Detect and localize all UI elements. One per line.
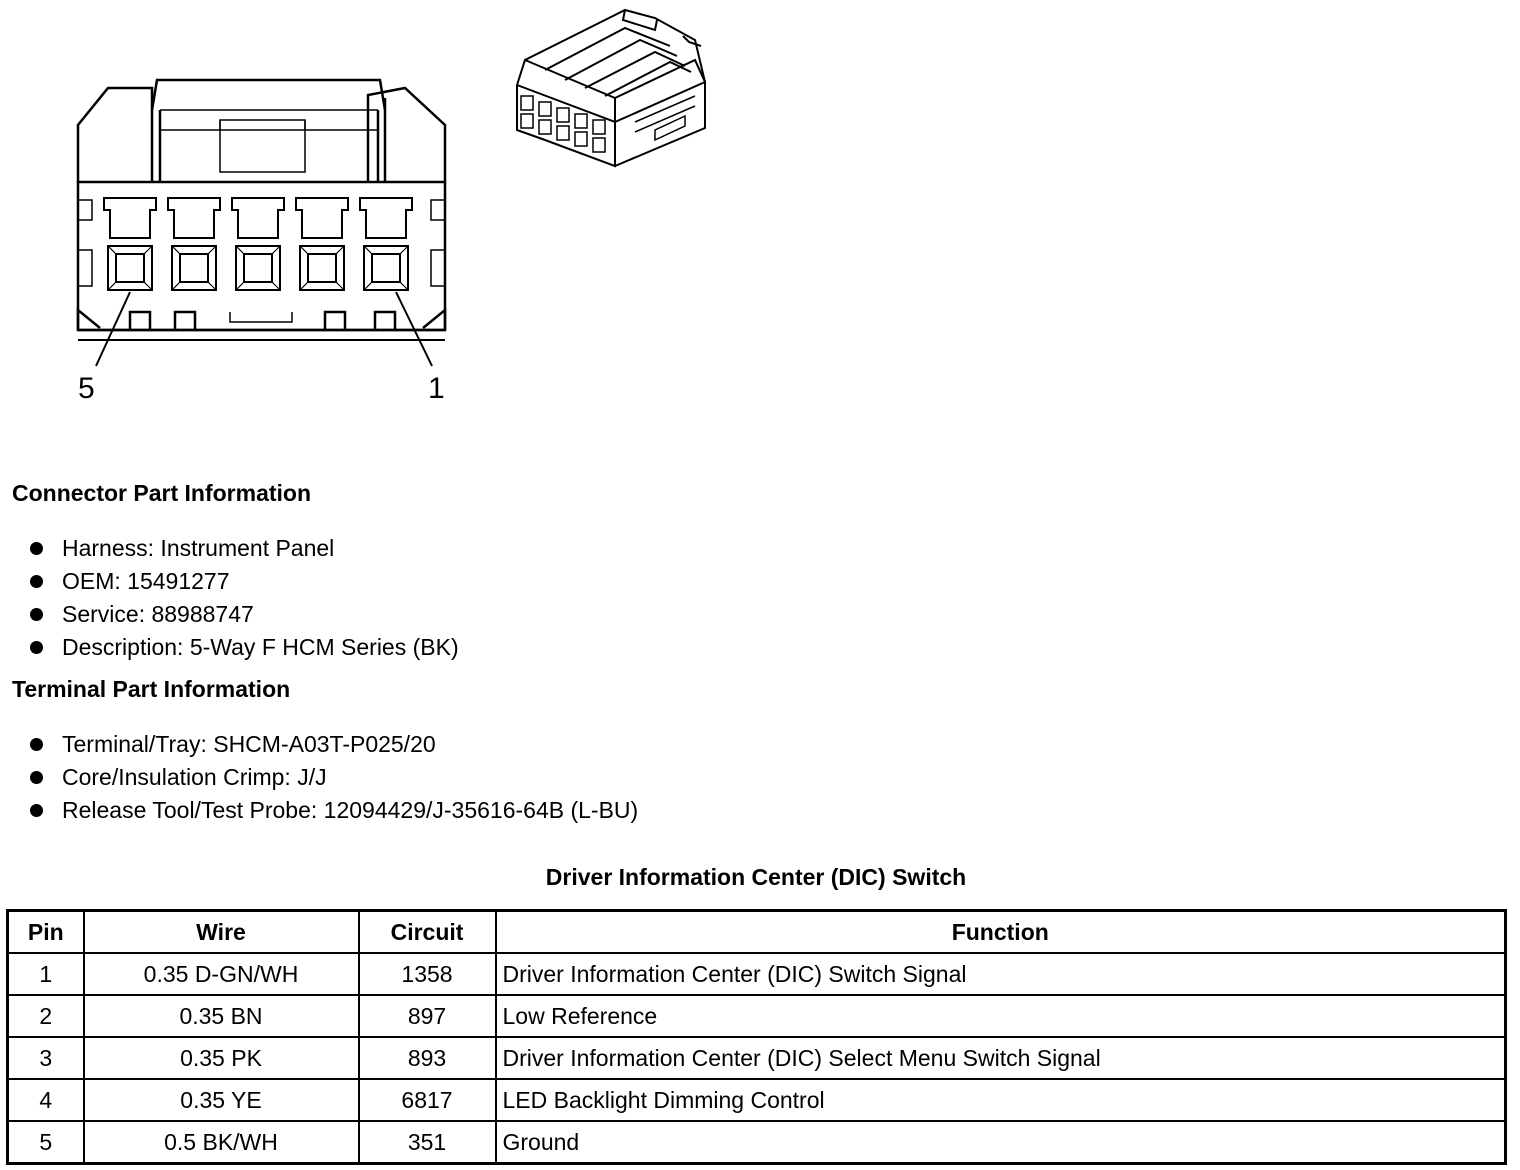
cell-wire: 0.35 D-GN/WH xyxy=(84,953,359,995)
cell-pin: 5 xyxy=(8,1121,84,1164)
table-row xyxy=(8,1121,1506,1164)
cell-circuit: 1358 xyxy=(359,953,496,995)
cell-wire: 0.35 BN xyxy=(84,995,359,1037)
list-item: Core/Insulation Crimp: J/J xyxy=(30,761,638,794)
cell-function: Driver Information Center (DIC) Switch Signal xyxy=(496,953,1506,995)
table-row xyxy=(8,1079,1506,1121)
cell-wire: 0.35 PK xyxy=(84,1037,359,1079)
header-wire: Wire xyxy=(84,911,359,954)
cell-pin: 4 xyxy=(8,1079,84,1121)
header-function: Function xyxy=(496,911,1506,954)
cell-function: Driver Information Center (DIC) Select Menu Switch Signal xyxy=(496,1037,1506,1079)
cell-wire: 0.35 YE xyxy=(84,1079,359,1121)
list-item: Harness: Instrument Panel xyxy=(30,532,459,565)
table-row xyxy=(8,953,1506,995)
cell-function: Ground xyxy=(496,1121,1506,1164)
list-item: Release Tool/Test Probe: 12094429/J-35616-64B (L-BU) xyxy=(30,794,638,827)
cell-circuit: 897 xyxy=(359,995,496,1037)
cell-circuit: 6817 xyxy=(359,1079,496,1121)
cell-pin: 2 xyxy=(8,995,84,1037)
cell-pin: 3 xyxy=(8,1037,84,1079)
connector-part-information-heading: Connector Part Information xyxy=(12,480,312,506)
list-item: Terminal/Tray: SHCM-A03T-P025/20 xyxy=(30,728,638,761)
connector-isometric-diagram xyxy=(505,0,720,175)
terminal-part-information-list xyxy=(30,728,638,827)
list-item: OEM: 15491277 xyxy=(30,565,459,598)
cell-function: LED Backlight Dimming Control xyxy=(496,1079,1506,1121)
connector-part-information-list xyxy=(30,532,459,664)
connector-face-diagram xyxy=(60,70,460,370)
table-header-row xyxy=(8,911,1506,954)
list-item: Service: 88988747 xyxy=(30,598,459,631)
cell-pin: 1 xyxy=(8,953,84,995)
terminal-part-information-heading: Terminal Part Information xyxy=(12,676,291,702)
pin-1-label: 1 xyxy=(428,372,445,405)
cell-circuit: 351 xyxy=(359,1121,496,1164)
header-circuit: Circuit xyxy=(359,911,496,954)
cell-circuit: 893 xyxy=(359,1037,496,1079)
table-title: Driver Information Center (DIC) Switch xyxy=(545,864,967,890)
table-row xyxy=(8,995,1506,1037)
pinout-table xyxy=(6,909,1507,1165)
table-row xyxy=(8,1037,1506,1079)
cell-function: Low Reference xyxy=(496,995,1506,1037)
cell-wire: 0.5 BK/WH xyxy=(84,1121,359,1164)
header-pin: Pin xyxy=(8,911,84,954)
list-item: Description: 5-Way F HCM Series (BK) xyxy=(30,631,459,664)
pin-5-label: 5 xyxy=(78,372,95,405)
